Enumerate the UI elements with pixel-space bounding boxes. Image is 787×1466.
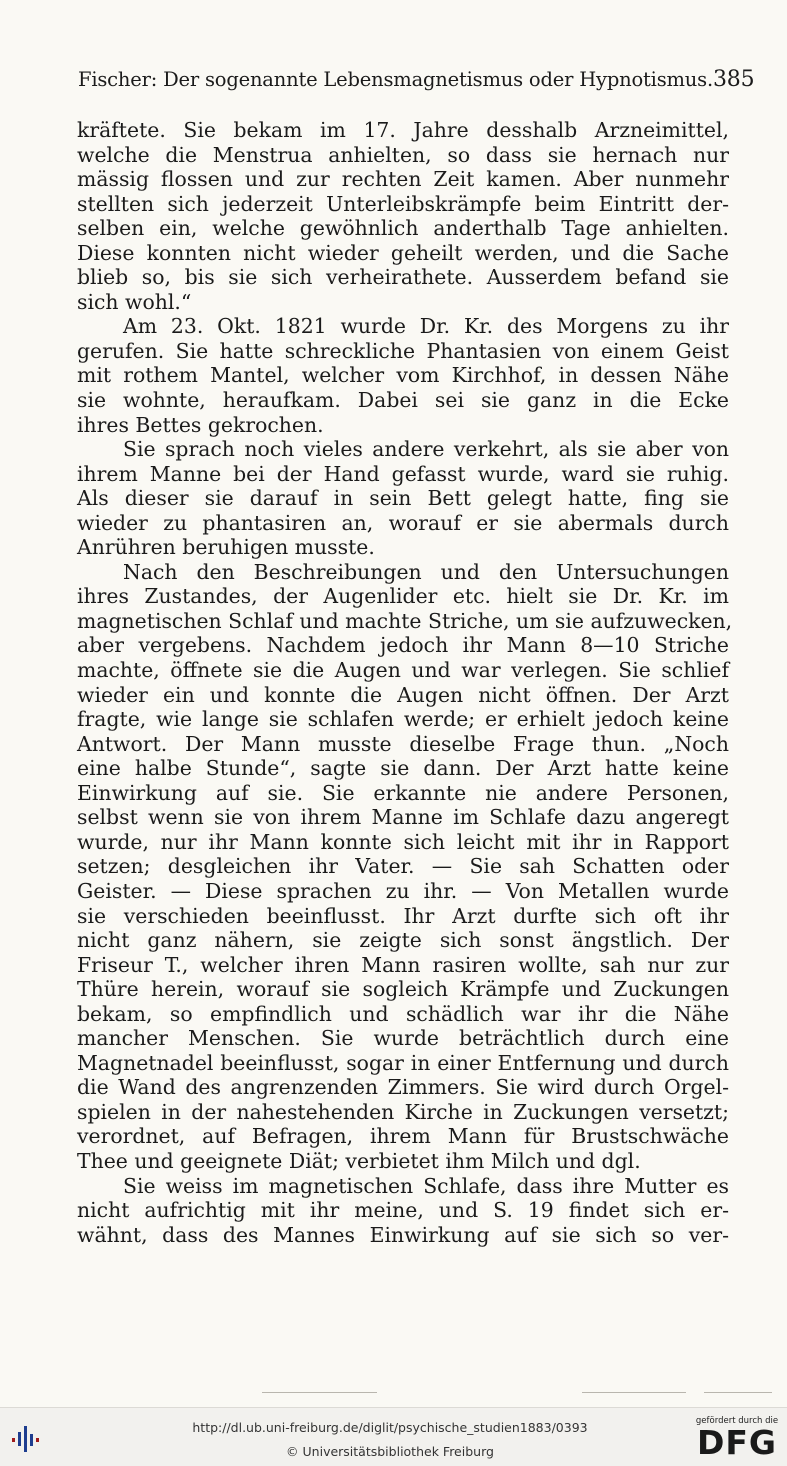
text-line: machte, öffnete sie die Augen und war verlegen. Sie schlief <box>77 658 729 683</box>
text-line: welche die Menstrua anhielten, so dass sie hernach nur <box>77 142 729 167</box>
copyright-notice: © Universitätsbibliothek Freiburg <box>286 1444 494 1459</box>
ub-freiburg-logo-icon <box>8 1418 52 1458</box>
text-line: Thüre herein, worauf sie sogleich Krämpfe und Zuckungen <box>77 977 729 1002</box>
dfg-wordmark: DFG <box>696 1423 778 1462</box>
text-line: ihrem Manne bei der Hand gefasst wurde, ward sie ruhig. <box>77 461 729 486</box>
text-line: eine halbe Stunde“, sagte sie dann. Der Arzt hatte keine <box>77 756 729 781</box>
text-line: kräftete. Sie bekam im 17. Jahre desshalb Arzneimittel, <box>77 118 729 142</box>
text-line: bekam, so empfindlich und schädlich war ihr die Nähe <box>77 1001 729 1026</box>
text-line: selben ein, welche gewöhnlich anderthalb Tage anhielten. <box>77 216 729 241</box>
text-line: Friseur T., welcher ihren Mann rasiren wollte, sah nur zur <box>77 952 729 977</box>
text-line: Nach den Beschreibungen und den Untersuchungen <box>123 559 729 584</box>
text-line: Einwirkung auf sie. Sie erkannte nie andere Personen, <box>77 780 729 805</box>
text-line: wieder ein und konnte die Augen nicht öffnen. Der Arzt <box>77 682 729 707</box>
page-edge-mark <box>262 1392 377 1393</box>
text-line: Antwort. Der Mann musste dieselbe Frage thun. „Noch <box>77 731 729 756</box>
text-line: nicht ganz nähern, sie zeigte sich sonst ängstlich. Der <box>77 928 729 953</box>
text-line: wähnt, dass des Mannes Einwirkung auf sie sich so ver- <box>77 1222 729 1247</box>
text-line: Magnetnadel beeinflusst, sogar in einer Entfernung und durch <box>77 1050 729 1075</box>
text-line: sie wohnte, heraufkam. Dabei sei sie ganz in die Ecke <box>77 388 729 413</box>
text-line: Diese konnten nicht wieder geheilt werden, und die Sache <box>77 240 729 265</box>
paragraph <box>77 559 733 1174</box>
text-line: Thee und geeignete Diät; verbietet ihm Milch und dgl. <box>77 1148 641 1173</box>
page-number: 385 <box>712 67 755 92</box>
text-line: aber vergebens. Nachdem jedoch ihr Mann 8—10 Striche <box>77 633 729 658</box>
text-line: spielen in der nahestehenden Kirche in Zuckungen versetzt; <box>77 1099 729 1124</box>
text-line: fragte, wie lange sie schlafen werde; er erhielt jedoch keine <box>77 707 729 732</box>
page-edge-mark <box>704 1392 772 1393</box>
text-line: Als dieser sie darauf in sein Bett gelegt hatte, fing sie <box>77 486 729 511</box>
paragraph <box>77 1174 729 1248</box>
text-line: sich wohl.“ <box>77 289 192 314</box>
dfg-logo <box>694 1416 780 1462</box>
text-line: setzen; desgleichen ihr Vater. — Sie sah Schatten oder <box>77 854 729 879</box>
paragraph <box>77 118 729 314</box>
text-line: Sie sprach noch vieles andere verkehrt, als sie aber von <box>123 437 729 462</box>
text-line: mässig flossen und zur rechten Zeit kamen. Aber nunmehr <box>77 167 729 192</box>
text-line: Am 23. Okt. 1821 wurde Dr. Kr. des Morgens zu ihr <box>123 314 729 339</box>
text-line: nicht aufrichtig mit ihr meine, und S. 19 findet sich er- <box>77 1198 729 1223</box>
text-line: Sie weiss im magnetischen Schlafe, dass ihre Mutter es <box>123 1173 729 1198</box>
page-edge-mark <box>582 1392 686 1393</box>
text-line: mancher Menschen. Sie wurde beträchtlich durch eine <box>77 1026 729 1051</box>
text-line: ihres Zustandes, der Augenlider etc. hielt sie Dr. Kr. im <box>77 584 729 609</box>
paragraph <box>77 314 729 437</box>
text-line: blieb so, bis sie sich verheirathete. Ausserdem befand sie <box>77 265 729 290</box>
viewer-footer <box>0 1407 787 1466</box>
text-line: gerufen. Sie hatte schreckliche Phantasien von einem Geist <box>77 338 729 363</box>
text-line: verordnet, auf Befragen, ihrem Mann für Brustschwäche <box>77 1124 729 1149</box>
text-line: ihres Bettes gekrochen. <box>77 412 324 437</box>
text-line: magnetischen Schlaf und machte Striche, um sie aufzuwecken, <box>77 608 733 633</box>
document-url[interactable]: http://dl.ub.uni-freiburg.de/diglit/psychische_studien1883/0393 <box>192 1420 588 1435</box>
running-header <box>78 66 755 94</box>
text-line: selbst wenn sie von ihrem Manne im Schlafe dazu angeregt <box>77 805 729 830</box>
text-line: wieder zu phantasiren an, worauf er sie abermals durch <box>77 510 729 535</box>
text-line: mit rothem Mantel, welcher vom Kirchhof, in dessen Nähe <box>77 363 729 388</box>
text-line: Anrühren beruhigen musste. <box>77 535 375 560</box>
running-title: Fischer: Der sogenannte Lebensmagnetismus oder Hypnotismus. <box>78 68 713 91</box>
text-line: sie verschieden beeinflusst. Ihr Arzt durfte sich oft ihr <box>77 903 729 928</box>
text-line: stellten sich jederzeit Unterleibskrämpfe beim Eintritt der- <box>77 191 729 216</box>
text-line: Geister. — Diese sprachen zu ihr. — Von Metallen wurde <box>77 878 729 903</box>
text-line: die Wand des angrenzenden Zimmers. Sie wird durch Orgel- <box>77 1075 729 1100</box>
paragraph <box>77 437 729 560</box>
body-text <box>77 118 733 1247</box>
dfg-tagline: gefördert durch die <box>695 1416 779 1426</box>
text-line: wurde, nur ihr Mann konnte sich leicht mit ihr in Rapport <box>77 829 729 854</box>
